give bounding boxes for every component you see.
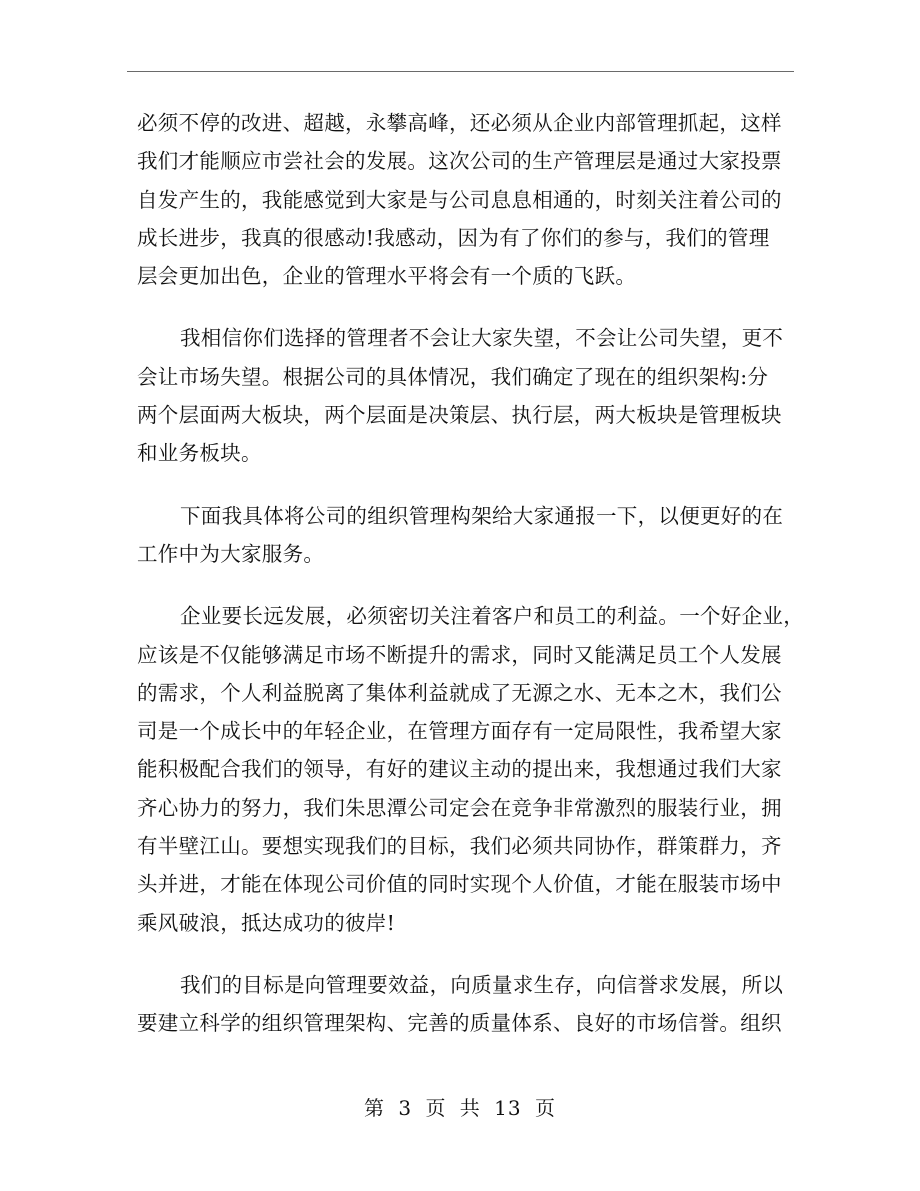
text-line: 和业务板块。 bbox=[137, 441, 262, 466]
text-line: 我们才能顺应市尝社会的发展。这次公司的生产管理层是通过大家投票 bbox=[137, 149, 782, 174]
paragraph bbox=[137, 966, 797, 1043]
paragraph bbox=[137, 497, 797, 574]
header-rule bbox=[127, 71, 794, 72]
text-line: 必须不停的改进、超越，永攀高峰，还必须从企业内部管理抓起，这样 bbox=[137, 111, 782, 135]
text-line: 我相信你们选择的管理者不会让大家失望，不会让公司失望，更不 bbox=[180, 326, 784, 351]
text-line: 能积极配合我们的领导，有好的建议主动的提出来，我想通过我们大家 bbox=[137, 757, 782, 782]
paragraph bbox=[137, 104, 797, 295]
text-line: 有半壁江山。要想实现我们的目标，我们必须共同协作，群策群力，齐 bbox=[137, 834, 782, 859]
text-line: 层会更加出色，企业的管理水平将会有一个质的飞跃。 bbox=[137, 264, 637, 289]
text-line: 司是一个成长中的年轻企业，在管理方面存有一定局限性，我希望大家 bbox=[137, 719, 782, 744]
text-line: 两个层面两大板块，两个层面是决策层、执行层，两大板块是管理板块 bbox=[137, 403, 782, 428]
paragraph bbox=[137, 597, 804, 942]
text-line: 自发产生的，我能感觉到大家是与公司息息相通的，时刻关注着公司的 bbox=[137, 187, 782, 212]
text-line: 乘风破浪，抵达成功的彼岸! bbox=[137, 910, 396, 935]
paragraph-gap bbox=[137, 573, 797, 597]
text-line: 头并进，才能在体现公司价值的同时实现个人价值，才能在服装市场中 bbox=[137, 872, 782, 897]
text-line: 成长进步，我真的很感动!我感动，因为有了你们的参与，我们的管理 bbox=[137, 225, 770, 250]
page-number-footer: 第 3 页 共 13 页 bbox=[364, 1096, 556, 1120]
paragraph-gap bbox=[137, 473, 797, 497]
text-line: 齐心协力的努力，我们朱思潭公司定会在竞争非常激烈的服装行业，拥 bbox=[137, 795, 782, 820]
text-line: 下面我具体将公司的组织管理构架给大家通报一下，以便更好的在 bbox=[180, 503, 784, 528]
text-line: 的需求，个人利益脱离了集体利益就成了无源之水、无本之木，我们公 bbox=[137, 680, 782, 705]
body-text bbox=[137, 104, 804, 1043]
text-line: 企业要长远发展，必须密切关注着客户和员工的利益。一个好企业， bbox=[180, 604, 804, 629]
paragraph-gap bbox=[137, 942, 797, 966]
text-line: 应该是不仅能够满足市场不断提升的需求，同时又能满足员工个人发展 bbox=[137, 642, 782, 667]
paragraph bbox=[137, 319, 797, 472]
text-line: 会让市场失望。根据公司的具体情况，我们确定了现在的组织架构:分 bbox=[137, 364, 769, 389]
text-line: 要建立科学的组织管理架构、完善的质量体系、良好的市场信誉。组织 bbox=[137, 1011, 782, 1036]
paragraph-gap bbox=[137, 295, 797, 319]
text-line: 工作中为大家服务。 bbox=[137, 541, 325, 566]
text-line: 我们的目标是向管理要效益，向质量求生存，向信誉求发展，所以 bbox=[180, 972, 784, 997]
